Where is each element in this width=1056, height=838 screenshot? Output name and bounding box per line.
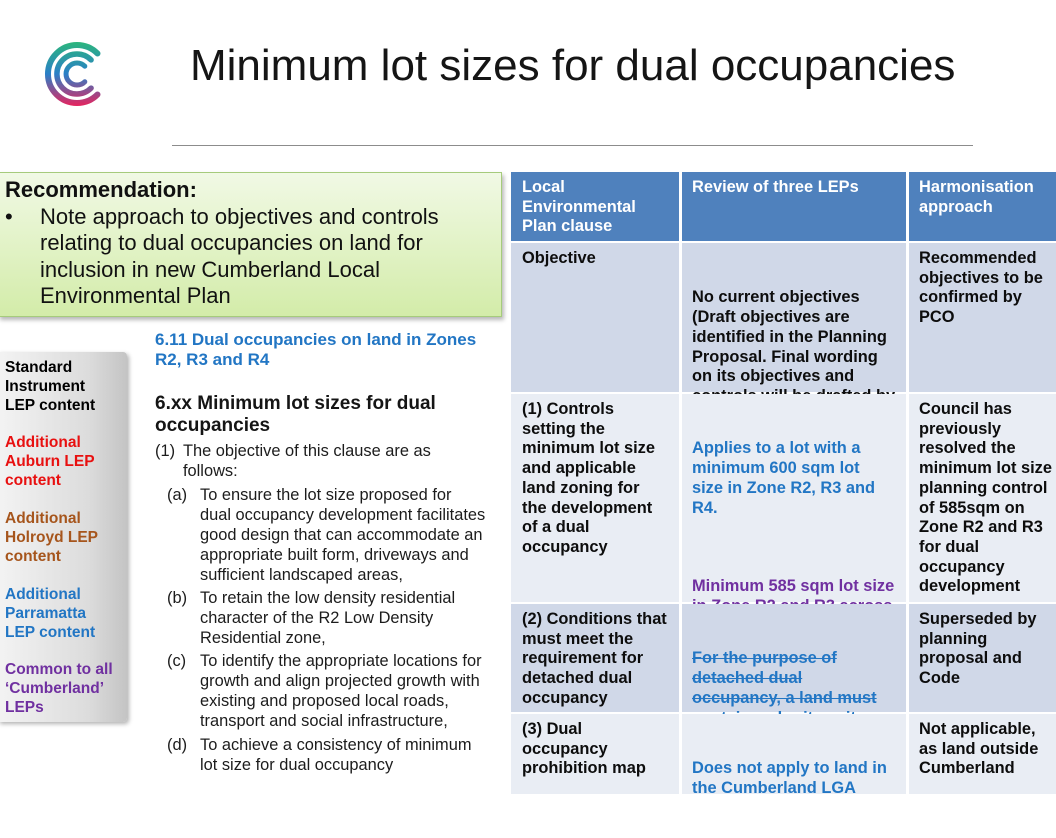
subclause-text: The objective of this clause are as follows: — [183, 442, 431, 480]
table-cell-clause: Objective — [511, 243, 679, 392]
table-cell-approach: Not applicable, as land outside Cumberland — [909, 714, 1056, 794]
item-label: (c) — [167, 652, 187, 670]
review-text-parramatta: Applies to a lot with a minimum 600 sqm lot size in Zone R2, R3 and R4. — [692, 439, 876, 517]
recommendation-heading: Recommendation: — [5, 177, 197, 202]
table-cell-approach: Council has previously resolved the minimum lot size planning control of 585sqm on Zone R2 and R3 for dual occupancy development — [909, 394, 1056, 602]
subclause-label: (1) — [155, 442, 176, 460]
legend-item-common: Common to all ‘Cumberland’ LEPs — [5, 660, 113, 716]
recommendation-text: Note approach to objectives and controls relating to dual occupancies on land for inclusion in new Cumberland Local Environmental Plan — [40, 203, 439, 308]
recommendation-box — [0, 172, 502, 317]
logo-inner-arc — [66, 63, 85, 85]
item-label: (a) — [167, 486, 188, 504]
legend-box — [0, 352, 127, 722]
table-header-clause: Local Environmental Plan clause — [511, 172, 679, 241]
item-label: (d) — [167, 736, 188, 754]
bullet-icon: • — [5, 203, 13, 229]
table-cell-review — [682, 394, 906, 602]
item-text: To achieve a consistency of minimum lot size for dual occupancy — [200, 736, 472, 774]
review-text-struck: For the purpose of detached dual occupancy, a land must — [692, 649, 877, 707]
review-text: Does not apply to land in the Cumberland LGA — [692, 759, 887, 798]
legend-item-parramatta: Additional Parramatta LEP content — [5, 585, 96, 641]
table-cell-review — [682, 604, 906, 712]
item-label: (b) — [167, 589, 188, 607]
legend-item-auburn: Additional Auburn LEP content — [5, 433, 95, 489]
table-header-approach: Harmonisation approach — [909, 172, 1056, 241]
item-text: To retain the low density residential character of the R2 Low Density Residential zone, — [200, 589, 456, 647]
table-cell-clause: (2) Conditions that must meet the requirement for detached dual occupancy — [511, 604, 679, 712]
review-text-common: Minimum 585 sqm lot size — [692, 577, 895, 596]
item-text: To ensure the lot size proposed for dual occupancy development facilitates good design that can accommodate an appropriate built form, driveways and sufficient landscaped areas, — [200, 486, 486, 584]
new-clause-heading: 6.xx Minimum lot sizes for dual occupancies — [155, 393, 436, 436]
legend-item-standard-instrument: Standard Instrument LEP content — [5, 358, 96, 414]
lep-comparison-table — [511, 172, 1056, 798]
table-cell-approach: Recommended objectives to be confirmed by PCO — [909, 243, 1056, 392]
cumberland-logo-icon — [43, 37, 111, 111]
table-cell-clause: (1) Controls setting the minimum lot size and applicable land zoning for the development of a dual occupancy — [511, 394, 679, 602]
table-cell-clause: (3) Dual occupancy prohibition map — [511, 714, 679, 794]
table-cell-review — [682, 714, 906, 798]
existing-clause-heading: 6.11 Dual occupancies on land in Zones R2, R3 and R4 — [155, 330, 477, 369]
title-divider — [172, 145, 973, 146]
table-header-review: Review of three LEPs — [682, 172, 906, 241]
item-text: To identify the appropriate locations for growth and align projected growth with existing and proposed local roads, transport and social infrastructure, — [200, 652, 482, 730]
table-cell-approach: Superseded by planning proposal and Code — [909, 604, 1056, 712]
logo-middle-arc — [57, 54, 91, 94]
slide-title: Minimum lot sizes for dual occupancies — [190, 41, 956, 90]
legend-item-holroyd: Additional Holroyd LEP content — [5, 509, 99, 565]
review-text: No current objectives (Draft objectives are identified in the Planning Proposal. Final wording on its objectives and — [692, 288, 887, 386]
table-cell-review — [682, 243, 906, 392]
